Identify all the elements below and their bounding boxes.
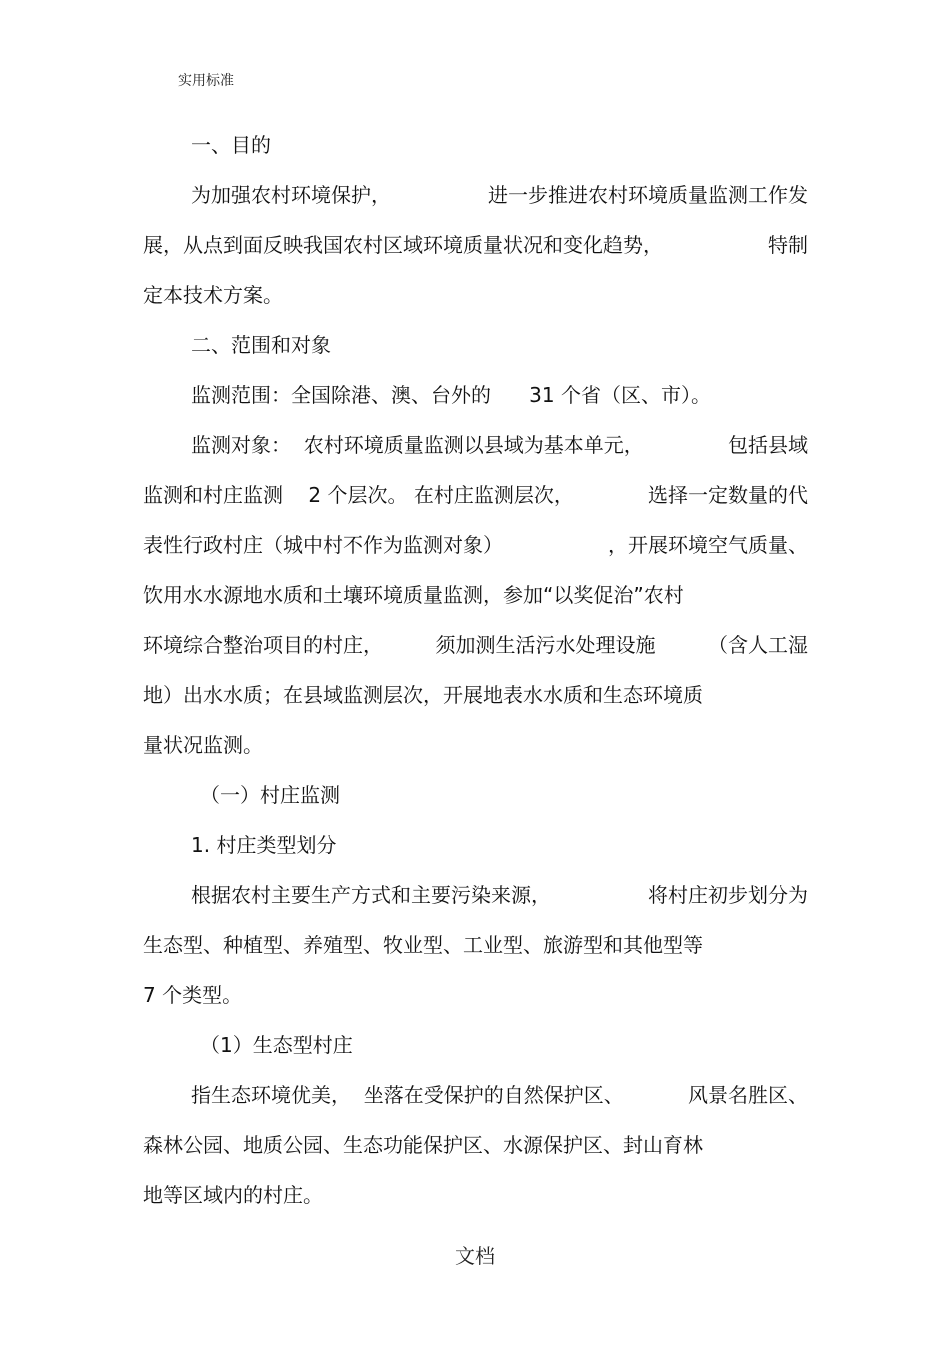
text-segment: 进一步推进农村环境质量监测工作发 [488,183,808,207]
text-line [143,820,808,870]
text-line [143,970,808,1020]
text-segment: 7 个类型。 [143,983,243,1007]
text-segment: 二、范围和对象 [191,333,331,357]
text-line [143,920,808,970]
text-segment: 将村庄初步划分为 [648,883,808,907]
text-segment: 根据农村主要生产方式和主要污染来源， [191,883,551,907]
text-segment: 选择一定数量的代 [648,483,808,507]
text-segment: 饮用水水源地水质和土壤环境质量监测，参加“以奖促治”农村 [143,583,684,607]
text-line [143,270,808,320]
text-segment: 环境综合整治项目的村庄， [143,633,383,657]
text-segment: 展，从点到面反映我国农村区域环境质量状况和变化趋势， [143,233,663,257]
text-line [143,770,808,820]
text-line [143,370,808,420]
page-footer: 文档 [455,1244,495,1268]
text-line [143,570,808,620]
text-line [143,420,808,470]
text-line [143,620,808,670]
text-line [143,120,808,170]
text-line [143,870,808,920]
text-segment: 须加测生活污水处理设施 [435,633,656,657]
text-segment: （一）村庄监测 [200,783,340,807]
text-segment: 地）出水水质；在县域监测层次，开展地表水水质和生态环境质 [143,683,703,707]
text-line [143,220,808,270]
text-line [143,520,808,570]
text-line [143,670,808,720]
text-segment: 森林公园、地质公园、生态功能保护区、水源保护区、封山育林 [143,1133,703,1157]
text-segment: ，开展环境空气质量、 [608,533,808,557]
text-segment: 监测对象： 农村环境质量监测以县域为基本单元， [191,433,644,457]
text-line [143,1120,808,1170]
text-line [143,1070,808,1120]
page-header: 实用标准 [178,73,234,89]
text-line [143,720,808,770]
text-segment: 量状况监测。 [143,733,263,757]
text-line [143,320,808,370]
text-segment: 定本技术方案。 [143,283,283,307]
text-segment: 生态型、种植型、养殖型、牧业型、工业型、旅游型和其他型等 [143,933,703,957]
text-line [143,470,808,520]
text-segment: 为加强农村环境保护， [191,183,391,207]
text-segment: 风景名胜区、 [688,1083,808,1107]
text-segment: 包括县域 [728,433,808,457]
text-segment: 1. 村庄类型划分 [191,833,337,857]
text-line [143,170,808,220]
text-segment: 特制 [768,233,808,257]
text-line [143,1020,808,1070]
text-segment: 表性行政村庄（城中村不作为监测对象） [143,533,503,557]
text-segment: 指生态环境优美， 坐落在受保护的自然保护区、 [191,1083,624,1107]
document-body [143,120,808,1220]
text-line [143,1170,808,1220]
text-segment: 监测范围：全国除港、澳、台外的 31 个省（区、市）。 [191,383,711,407]
text-segment: 监测和村庄监测 2 个层次。 在村庄监测层次， [143,483,574,507]
text-segment: （1）生态型村庄 [200,1033,353,1057]
text-segment: 地等区域内的村庄。 [143,1183,323,1207]
text-segment: 一、目的 [191,133,271,157]
text-segment: （含人工湿 [708,633,808,657]
